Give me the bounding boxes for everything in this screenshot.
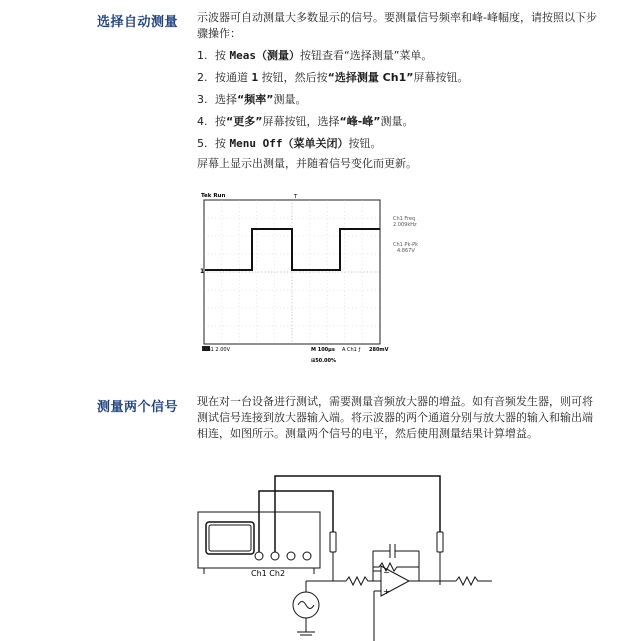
circuit-diagram bbox=[196, 470, 496, 641]
amp-plus-sign: + bbox=[383, 587, 390, 596]
output-resistor bbox=[456, 577, 492, 585]
step-4 bbox=[197, 113, 414, 129]
svg-text:T: T bbox=[294, 194, 298, 200]
step-text: 按钮，然后按 bbox=[258, 71, 328, 84]
step-text: 按 bbox=[215, 49, 230, 62]
feedback-resistor bbox=[373, 563, 419, 571]
input-resistor bbox=[346, 577, 381, 585]
oscilloscope-screen-figure bbox=[200, 191, 419, 364]
meas1-value: 2.009kHz bbox=[393, 222, 417, 228]
ch2-connector bbox=[271, 552, 279, 560]
trigger-level: 280mV bbox=[369, 347, 389, 353]
button-name: 1 bbox=[251, 71, 259, 84]
step-text: 按通道 bbox=[215, 71, 252, 84]
step-bold: “频率” bbox=[237, 93, 274, 106]
timebase: M 100μs bbox=[311, 347, 335, 353]
oscilloscope-screen bbox=[206, 522, 254, 554]
meas2-label: Ch1 Pk-Pk bbox=[393, 242, 419, 248]
section-heading-auto-measure: 选择自动测量 bbox=[97, 15, 179, 30]
ch-volts: Ch1 2.00V bbox=[204, 347, 230, 353]
intro-paragraph: 示波器可自动测量大多数显示的信号。要测量信号频率和峰-峰幅度，请按照以下步骤操作： bbox=[197, 11, 597, 40]
channel-marker: 1 bbox=[200, 268, 205, 275]
step-1 bbox=[197, 47, 432, 63]
step-bold: “峰-峰” bbox=[339, 115, 381, 128]
step-bold: “更多” bbox=[226, 115, 263, 128]
step-text: 按 bbox=[215, 137, 230, 150]
section-heading-two-signals: 测量两个信号 bbox=[97, 400, 179, 415]
step-text: 屏幕按钮。 bbox=[413, 71, 469, 84]
step-text: 按 bbox=[215, 115, 226, 128]
step-bold: （测量） bbox=[256, 49, 300, 62]
ch1-probe-cable bbox=[259, 491, 333, 552]
step-bold: “选择测量 Ch1” bbox=[327, 71, 414, 84]
meas2-value: 4.867V bbox=[397, 248, 415, 254]
step-bold: （菜单关闭） bbox=[282, 137, 349, 150]
trigger-info: A Ch1 ƒ bbox=[342, 347, 361, 353]
step-text: 测量。 bbox=[380, 115, 414, 128]
trigger-marker bbox=[293, 194, 298, 200]
step-5 bbox=[197, 135, 381, 151]
amp-minus-sign: − bbox=[383, 568, 390, 577]
step-text: 测量。 bbox=[273, 93, 307, 106]
step-text: 选择 bbox=[215, 93, 237, 106]
step-text: 按钮查看“选择测量”菜单。 bbox=[300, 49, 433, 62]
two-signals-paragraph: 现在对一台设备进行测试，需要测量音频放大器的增益。如有音频发生器，则可将测试信号连接到放大器输入端。将示波器的两个通道分别与放大器的输入和输出端相连，如图所示。测量两个信号的电平，然后使用测量结果计算增益。 bbox=[197, 395, 593, 440]
ch1-connector bbox=[255, 552, 263, 560]
ch2-probe-cable bbox=[275, 476, 440, 552]
horizontal-position: ⊞50.00% bbox=[311, 358, 337, 364]
outro-paragraph: 屏幕上显示出测量，并随着信号变化而更新。 bbox=[197, 157, 417, 170]
step-number: 4. bbox=[197, 115, 208, 128]
step-text: 按钮。 bbox=[348, 137, 382, 150]
step-number: 1. bbox=[197, 49, 208, 62]
step-3 bbox=[197, 91, 306, 107]
step-number: 2. bbox=[197, 71, 208, 84]
button-name: Menu Off bbox=[229, 137, 283, 150]
scope-status: Tek Run bbox=[201, 193, 226, 199]
channel-labels: Ch1 Ch2 bbox=[251, 569, 286, 578]
button-name: Meas bbox=[229, 49, 256, 62]
step-2 bbox=[197, 69, 468, 85]
step-number: 5. bbox=[197, 137, 208, 150]
step-number: 3. bbox=[197, 93, 208, 106]
step-text: 屏幕按钮，选择 bbox=[262, 115, 340, 128]
meas1-label: Ch1 Freq bbox=[393, 216, 416, 222]
